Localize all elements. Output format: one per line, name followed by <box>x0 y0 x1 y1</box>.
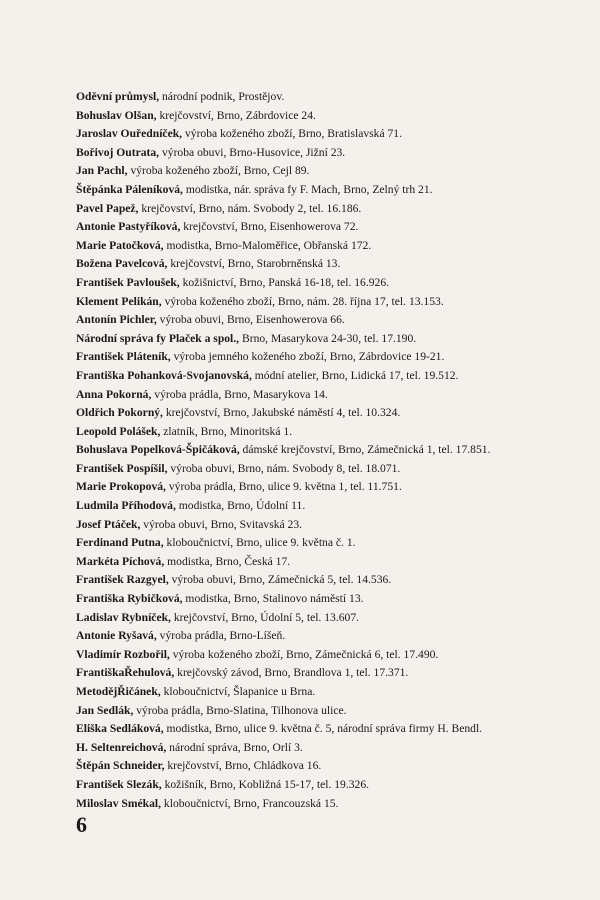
entry-name: Bohuslav Olšan, <box>76 108 157 122</box>
directory-entry <box>76 664 546 683</box>
directory-entry <box>76 460 546 479</box>
entry-detail: výroba prádla, Brno, Masarykova 14. <box>151 387 328 401</box>
entry-name: František Pospíšil, <box>76 461 168 475</box>
entry-name: Antonie Ryšavá, <box>76 629 157 643</box>
directory-entry <box>76 181 546 200</box>
entry-name: FrantiškaŘehulová, <box>76 666 175 680</box>
entry-name: Jan Sedlák, <box>76 703 134 717</box>
entry-name: Bohuslava Popelková-Špičáková, <box>76 443 240 457</box>
entry-detail: modistka, Brno, Česká 17. <box>164 554 291 568</box>
entry-name: František Razgyel, <box>76 573 169 587</box>
entry-name: František Pláteník, <box>76 350 171 364</box>
entry-detail: kožišnictví, Brno, Panská 16-18, tel. 16.926. <box>179 275 390 289</box>
entry-name: Jan Pachl, <box>76 164 128 178</box>
directory-entry <box>76 497 546 516</box>
directory-entry <box>76 776 546 795</box>
directory-entry <box>76 646 546 665</box>
entry-detail: dámské krejčovství, Brno, Zámečnická 1, tel. 17.851. <box>239 443 491 457</box>
directory-entry <box>76 423 546 442</box>
entry-name: Antonín Pichler, <box>76 313 157 327</box>
directory-entry <box>76 739 546 758</box>
directory-entry <box>76 237 546 256</box>
entry-detail: výroba koženého zboží, Brno, Cejl 89. <box>127 164 310 178</box>
entry-detail: krejčovství, Brno, Eisenhowerova 72. <box>180 220 359 234</box>
entry-name: Leopold Polášek, <box>76 424 161 438</box>
entry-name: Oděvní průmysl, <box>76 90 160 103</box>
entry-detail: výroba obuvi, Brno, Svitavská 23. <box>140 517 303 531</box>
entry-name: Františka Pohanková-Svojanovská, <box>76 368 252 382</box>
directory-entry <box>76 107 546 126</box>
entry-detail: národní podnik, Prostějov. <box>159 90 285 103</box>
entry-name: MetodějŘičánek, <box>76 685 161 698</box>
directory-entry <box>76 144 546 163</box>
entry-detail: výroba prádla, Brno, ulice 9. května 1, tel. 11.751. <box>165 480 402 494</box>
directory-entry <box>76 348 546 367</box>
entry-name: Anna Pokorná, <box>76 387 152 401</box>
entry-detail: modistka, Brno, Údolní 11. <box>175 499 306 513</box>
entry-detail: kloboučnictví, Brno, Francouzská 15. <box>161 796 339 810</box>
entry-detail: výroba jemného koženého zboží, Brno, Zábrdovice 19-21. <box>170 350 445 364</box>
directory-entry <box>76 702 546 721</box>
entry-name: Markéta Píchová, <box>76 554 165 568</box>
entry-detail: výroba prádla, Brno-Slatina, Tilhonova ulice. <box>133 703 347 717</box>
entry-detail: krejčovství, Brno, Zábrdovice 24. <box>156 108 316 122</box>
directory-entry <box>76 162 546 181</box>
directory-entry <box>76 274 546 293</box>
entry-name: Josef Ptáček, <box>76 517 141 531</box>
directory-entry <box>76 757 546 776</box>
entry-name: Marie Patočková, <box>76 238 164 252</box>
directory-entry <box>76 627 546 646</box>
entry-detail: výroba obuvi, Brno, Zámečnická 5, tel. 14.536. <box>168 573 392 587</box>
entry-detail: výroba obuvi, Brno, nám. Svobody 8, tel. 18.071. <box>167 461 401 475</box>
directory-entry <box>76 293 546 312</box>
entry-detail: krejčovství, Brno, Údolní 5, tel. 13.607. <box>170 610 360 624</box>
directory-entry <box>76 590 546 609</box>
directory-list <box>76 88 546 813</box>
directory-entry <box>76 125 546 144</box>
directory-entry <box>76 311 546 330</box>
entry-name: Františka Rybičková, <box>76 592 183 606</box>
directory-entry <box>76 404 546 423</box>
entry-detail: krejčovství, Brno, Starobrněnská 13. <box>167 257 341 271</box>
entry-name: Ladislav Rybníček, <box>76 610 171 624</box>
entry-name: Klement Pelikán, <box>76 294 162 308</box>
entry-name: Ludmila Příhodová, <box>76 499 176 513</box>
entry-name: Vladimír Rozbořil, <box>76 647 170 661</box>
entry-detail: modistka, Brno-Maloměřice, Obřanská 172. <box>163 238 372 252</box>
entry-detail: kožišník, Brno, Kobližná 15-17, tel. 19.326. <box>161 777 370 791</box>
entry-detail: výroba prádla, Brno-Líšeň. <box>156 629 286 643</box>
directory-entry <box>76 441 546 460</box>
entry-detail: krejčovství, Brno, Chládkova 16. <box>164 759 322 773</box>
entry-detail: krejčovství, Brno, Jakubské náměstí 4, tel. 10.324. <box>162 406 401 420</box>
entry-detail: modistka, Brno, Stalinovo náměstí 13. <box>182 592 364 606</box>
entry-detail: výroba obuvi, Brno, Eisenhowerova 66. <box>156 313 345 327</box>
entry-name: Marie Prokopová, <box>76 480 166 494</box>
entry-name: Božena Pavelcová, <box>76 257 168 271</box>
directory-entry <box>76 516 546 535</box>
directory-entry <box>76 88 546 107</box>
entry-detail: zlatník, Brno, Minoritská 1. <box>160 424 293 438</box>
entry-detail: módní atelier, Brno, Lidická 17, tel. 19.512. <box>251 368 459 382</box>
directory-entry <box>76 200 546 219</box>
entry-detail: kloboučnictví, Šlapanice u Brna. <box>160 685 316 698</box>
entry-detail: výroba obuvi, Brno-Husovice, Jižní 23. <box>159 145 346 159</box>
entry-name: Národní správa fy Plaček a spol., <box>76 331 240 345</box>
directory-entry <box>76 386 546 405</box>
entry-name: František Slezák, <box>76 777 162 791</box>
entry-detail: výroba koženého zboží, Brno, nám. 28. října 17, tel. 13.153. <box>161 294 444 308</box>
directory-entry <box>76 478 546 497</box>
entry-detail: modistka, nár. správa fy F. Mach, Brno, Zelný trh 21. <box>182 182 433 196</box>
directory-entry <box>76 571 546 590</box>
entry-name: Oldřich Pokorný, <box>76 406 163 420</box>
entry-detail: krejčovství, Brno, nám. Svobody 2, tel. 16.186. <box>138 201 362 215</box>
entry-name: H. Seltenreichová, <box>76 740 167 754</box>
entry-detail: národní správa, Brno, Orlí 3. <box>166 740 303 754</box>
directory-entry <box>76 534 546 553</box>
entry-detail: krejčovský závod, Brno, Brandlova 1, tel. 17.371. <box>174 666 409 680</box>
entry-name: Pavel Papež, <box>76 201 139 215</box>
directory-entry <box>76 330 546 349</box>
directory-entry <box>76 720 546 739</box>
entry-name: Štěpánka Páleníková, <box>76 182 183 196</box>
directory-entry <box>76 367 546 386</box>
entry-name: Ferdinand Putna, <box>76 536 164 550</box>
entry-detail: Brno, Masarykova 24-30, tel. 17.190. <box>239 331 417 345</box>
entry-detail: výroba koženého zboží, Brno, Bratislavská 71. <box>182 127 402 141</box>
directory-entry <box>76 683 546 702</box>
directory-entry <box>76 218 546 237</box>
entry-name: Miloslav Smékal, <box>76 796 162 810</box>
directory-entry <box>76 795 546 814</box>
entry-name: Jaroslav Ouředníček, <box>76 127 183 141</box>
entry-detail: výroba koženého zboží, Brno, Zámečnická 6, tel. 17.490. <box>169 647 439 661</box>
entry-name: Antonie Pastyříková, <box>76 220 181 234</box>
entry-name: František Pavloušek, <box>76 275 180 289</box>
directory-entry <box>76 255 546 274</box>
entry-name: Bořivoj Outrata, <box>76 145 160 159</box>
directory-entry <box>76 553 546 572</box>
entry-detail: modistka, Brno, ulice 9. května č. 5, národní správa firmy H. Bendl. <box>163 722 483 736</box>
entry-name: Štěpán Schneider, <box>76 759 165 773</box>
entry-name: Eliška Sedláková, <box>76 722 164 736</box>
page-number: 6 <box>76 812 87 837</box>
entry-detail: kloboučnictví, Brno, ulice 9. května č. 1. <box>163 536 356 550</box>
directory-entry <box>76 609 546 628</box>
